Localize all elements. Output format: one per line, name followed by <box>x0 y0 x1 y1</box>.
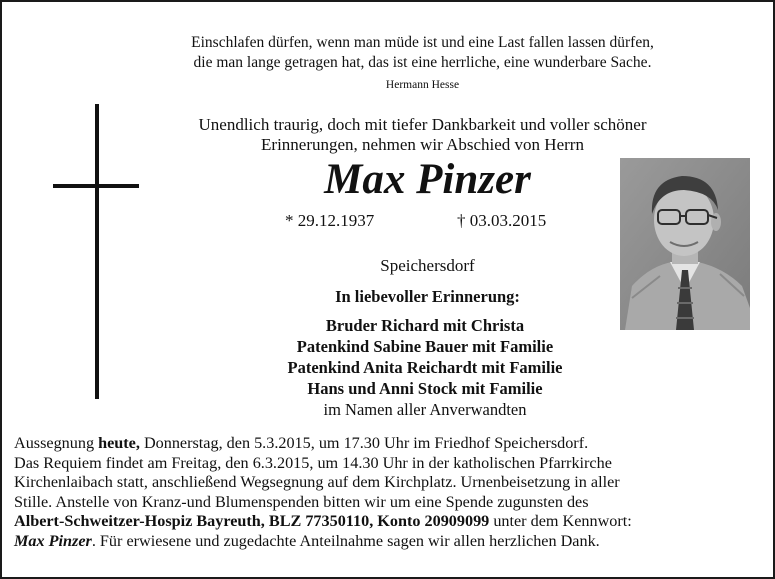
notes-line-6 <box>14 532 764 552</box>
mourner-line: Hans und Anni Stock mit Familie <box>307 379 543 398</box>
portrait-illustration <box>620 158 750 330</box>
birth-date: * 29.12.1937 <box>285 211 375 230</box>
motto-line-1: Einschlafen dürfen, wenn man müde ist und eine Last fallen lassen dürfen, <box>191 34 654 51</box>
notes-line-3: Kirchenlaibach statt, anschließend Wegsegnung auf dem Kirchplatz. Urnenbeisetzung in aller <box>14 473 620 492</box>
portrait-photo <box>620 158 750 330</box>
mourner-line: Patenkind Anita Reichardt mit Familie <box>287 358 563 377</box>
intro-line-1: Unendlich traurig, doch mit tiefer Dankbarkeit und voller schöner <box>198 115 647 134</box>
deceased-name: Max Pinzer <box>324 156 531 203</box>
notes-line-2: Das Requiem findet am Freitag, den 6.3.2015, um 14.30 Uhr in der katholischen Pfarrkirche <box>14 453 612 472</box>
mourners-list <box>215 315 635 420</box>
relatives-line: im Namen aller Anverwandten <box>323 400 527 419</box>
hometown: Speichersdorf <box>380 256 475 275</box>
notes-line-5 <box>14 512 764 532</box>
notes-text: . Für erwiesene und zugedachte Anteilnahme sagen wir allen herzlichen Dank. <box>91 531 600 550</box>
mourner-line: Patenkind Sabine Bauer mit Familie <box>296 337 554 356</box>
notes-line-1 <box>14 434 764 454</box>
cross-vertical-bar <box>95 104 99 399</box>
cross-horizontal-bar <box>53 184 139 188</box>
motto-line-2: die man lange getragen hat, das ist eine herrliche, eine wunderbare Sache. <box>193 54 652 71</box>
notes-text: unter dem Kennwort: <box>489 512 632 531</box>
funeral-notes <box>14 434 764 552</box>
notes-text: Donnerstag, den 5.3.2015, um 17.30 Uhr im Friedhof Speichersdorf. <box>139 434 589 452</box>
donation-details: Albert-Schweitzer-Hospiz Bayreuth, BLZ 77350110, Konto 20909099 <box>14 512 490 531</box>
death-date: † 03.03.2015 <box>457 211 547 230</box>
motto-quote <box>150 33 695 73</box>
intro-line-2: Erinnerungen, nehmen wir Abschied von Herrn <box>261 135 584 154</box>
notes-emphasis: heute, <box>98 434 140 452</box>
notes-text: Aussegnung <box>14 434 99 452</box>
mourner-line: Bruder Richard mit Christa <box>325 316 525 335</box>
memory-heading: In liebevoller Erinnerung: <box>335 287 520 306</box>
notes-line-4: Stille. Anstelle von Kranz-und Blumenspenden bitten wir um eine Spende zugunsten des <box>14 492 589 511</box>
intro-text <box>130 115 715 155</box>
keyword-name: Max Pinzer <box>14 531 92 550</box>
motto-author: Hermann Hesse <box>385 79 460 91</box>
